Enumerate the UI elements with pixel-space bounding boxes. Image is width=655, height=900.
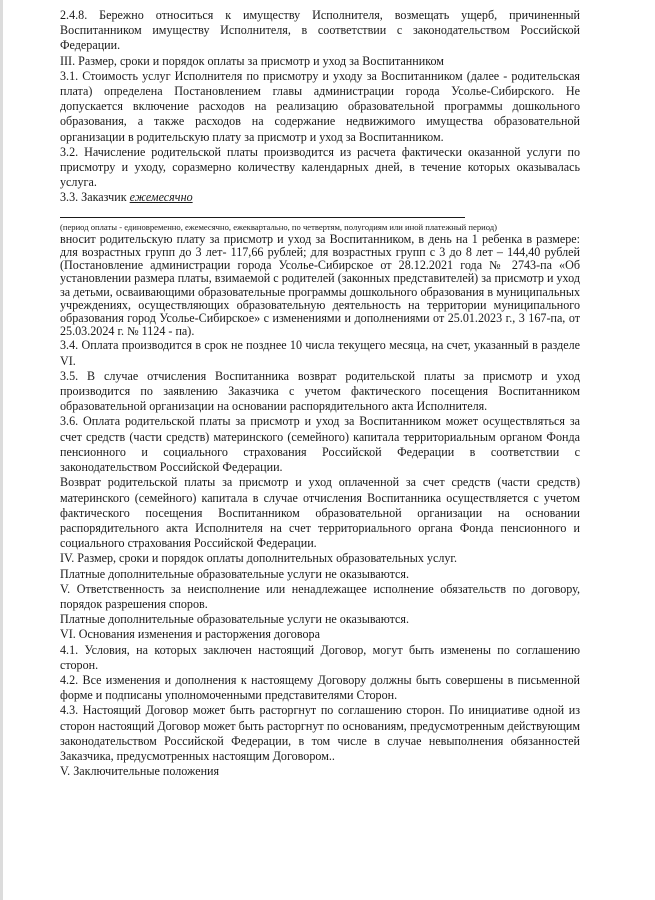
clause-3-6-refund: Возврат родительской платы за присмотр и уход оплаченной за счет средств (части средств) материнского (семейного) капитала в случае отчисления Воспитанника осуществляется с учетом фактического посещения Воспитанником образовательной организации на основании распорядительного акта Исполнителя на счет территориального органа Фонда пенсионного и социального страхования Российской Федерации. [60,475,580,551]
clause-4-1: 4.1. Условия, на которых заключен настоящий Договор, могут быть изменены по соглашению сторон. [60,642,580,672]
clause-4-2: 4.2. Все изменения и дополнения к настоящему Договору должны быть совершены в письменной форме и подписаны уполномоченными представителями Сторон. [60,672,580,703]
clause-3-1: 3.1. Стоимость услуг Исполнителя по присмотру и уходу за Воспитанником (далее - родительская плата) определена Постановлением главы администрации города Усолье-Сибирского. Не допускается включение расходов на реализацию образовательной программы дошкольного образования, а также расходов на содержание недвижимого имущества образовательной организации в родительскую плату за присмотр и уход за Воспитанником. [60,68,580,144]
clause-2-4-8: 2.4.8. Бережно относиться к имуществу Исполнителя, возмещать ущерб, причиненный Воспитанником имуществу Исполнителя, в соответствии с законодательством Российской Федерации. [60,8,580,53]
clause-3-5: 3.5. В случае отчисления Воспитанника возврат родительской платы за присмотр и уход производится по заявлению Заказчика с учетом фактического посещения Воспитанником образовательной организации на основании распорядительного акта Исполнителя. [60,368,580,414]
section-5-heading: V. Ответственность за неисполнение или ненадлежащее исполнение обязательств по договору, порядок разрешения споров. [60,581,580,611]
fill-in-underline [60,206,465,218]
clause-3-2: 3.2. Начисление родительской платы производится из расчета фактически оказанной услуги по присмотру и уходу, соразмерно количеству календарных дней, в течение которых оказывалась услуга. [60,144,580,190]
clause-3-3-payment-period: ежемесячно [129,190,193,205]
section-6-heading: VI. Основания изменения и расторжения договора [60,627,320,642]
section-3-heading: III. Размер, сроки и порядок оплаты за присмотр и уход за Воспитанником [60,53,444,68]
section-4-text: Платные дополнительные образовательные услуги не оказываются. [60,566,409,581]
clause-3-6: 3.6. Оплата родительской платы за присмотр и уход за Воспитанником может осуществляться за счет средств (части средств) материнского (семейного) капитала территориальным органом Фонда пенсионного и социального страхования Российской Федерации в соответствии с законодательством Российской Федерации. [60,414,580,475]
clause-3-3-body: вносит родительскую плату за присмотр и уход за Воспитанником, в день на 1 ребенка в размере: для возрастных групп до 3 лет- 117,66 рублей; для возрастных групп с 3 до 8 лет – 144,40 рублей (Постановление администрации города Усолье-Сибирское от 28.12.2021 года № 2743-па «Об установлении размера платы, взимаемой с родителей (законных представителей) за присмотр и уход за детьми, осваивающими образовательные программы дошкольного образования в муниципальных учреждениях, осуществляющих образовательную деятельность на территории муниципального образования город Усолье-Сибирское» с изменениями и дополнениями от 25.01.2023 г., 3 167-па, от 25.03.2024 г. № 1124 - па). [60,231,580,339]
clause-3-3-line [60,190,580,221]
clause-4-3: 4.3. Настоящий Договор может быть расторгнут по соглашению сторон. По инициативе одной из сторон настоящий Договор может быть расторгнут по основаниям, предусмотренным действующим законодательством Российской Федерации, в том числе в случае невыполнения обязанностей Заказчика, предусмотренных настоящим Договором.. [60,703,580,763]
section-4-heading: IV. Размер, сроки и порядок оплаты дополнительных образовательных услуг. [60,551,458,566]
document-page [60,8,580,779]
final-section-heading: V. Заключительные положения [60,764,220,779]
scan-edge [0,0,3,900]
section-5-text: Платные дополнительные образовательные услуги не оказываются. [60,612,409,627]
clause-3-3-hint: (период оплаты - единовременно, ежемесячно, ежеквартально, по четвертям, полугодиям или иной платежный период) [60,221,497,232]
clause-3-3-prefix: 3.3. Заказчик [60,190,127,205]
clause-3-4: 3.4. Оплата производится в срок не позднее 10 числа текущего месяца, на счет, указанный в разделе VI. [60,338,580,368]
